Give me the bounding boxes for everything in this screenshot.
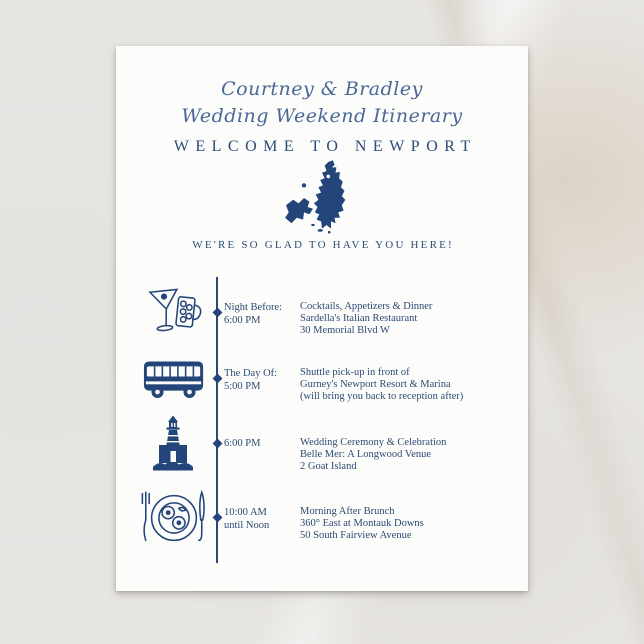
shuttle-bus-icon xyxy=(142,355,206,401)
event-detail-line: 50 South Fairview Avenue xyxy=(300,530,412,541)
event-label-line: Night Before: xyxy=(224,301,283,313)
location-heart-marker xyxy=(327,175,331,179)
event-detail-line: 360° East at Montauk Downs xyxy=(300,518,424,529)
brunch-plate-icon xyxy=(138,488,210,546)
event-time-label xyxy=(224,367,277,393)
event-detail-line: Cocktails, Appetizers & Dinner xyxy=(300,301,433,312)
lighthouse-icon xyxy=(149,414,197,472)
itinerary-postcard xyxy=(116,46,528,591)
timeline-diamond-marker xyxy=(212,307,222,317)
event-details xyxy=(300,301,432,337)
cocktails-icon xyxy=(146,285,204,339)
event-detail-line: Gurney's Newport Resort & Marina xyxy=(300,379,451,390)
welcome-heading: WELCOME TO NEWPORT xyxy=(173,138,477,155)
event-sublabel-line: 6:00 PM xyxy=(224,314,261,326)
couple-names: Courtney & Bradley xyxy=(221,78,423,100)
event-details xyxy=(300,437,446,473)
event-sublabel-line: 5:00 PM xyxy=(224,380,261,392)
timeline-diamond-marker xyxy=(212,512,222,522)
event-detail-line: (will bring you back to reception after) xyxy=(300,391,464,402)
event-time-label xyxy=(224,437,260,450)
newport-island-map-illustration xyxy=(277,158,367,238)
event-detail-line: Morning After Brunch xyxy=(300,506,395,517)
event-label-line: 10:00 AM xyxy=(224,506,267,518)
event-details xyxy=(300,506,424,542)
timeline-diamond-marker xyxy=(212,373,222,383)
event-sublabel-line: until Noon xyxy=(224,519,270,531)
event-details xyxy=(300,367,463,403)
event-time-label xyxy=(224,506,269,532)
event-detail-line: Belle Mer: A Longwood Venue xyxy=(300,449,432,460)
event-detail-line: 2 Goat Island xyxy=(300,461,357,472)
event-detail-line: Sardella's Italian Restaurant xyxy=(300,313,418,324)
event-detail-line: Shuttle pick-up in front of xyxy=(300,367,410,378)
event-detail-line: Wedding Ceremony & Celebration xyxy=(300,437,447,448)
event-time-label xyxy=(224,301,282,327)
event-detail-line: 30 Memorial Blvd W xyxy=(300,325,390,336)
timeline-diamond-marker xyxy=(212,438,222,448)
event-label-line: 6:00 PM xyxy=(224,437,261,449)
event-label-line: The Day Of: xyxy=(224,367,278,379)
itinerary-subtitle: Wedding Weekend Itinerary xyxy=(181,105,463,127)
welcome-tagline: WE'RE SO GLAD TO HAVE YOU HERE! xyxy=(192,239,454,251)
